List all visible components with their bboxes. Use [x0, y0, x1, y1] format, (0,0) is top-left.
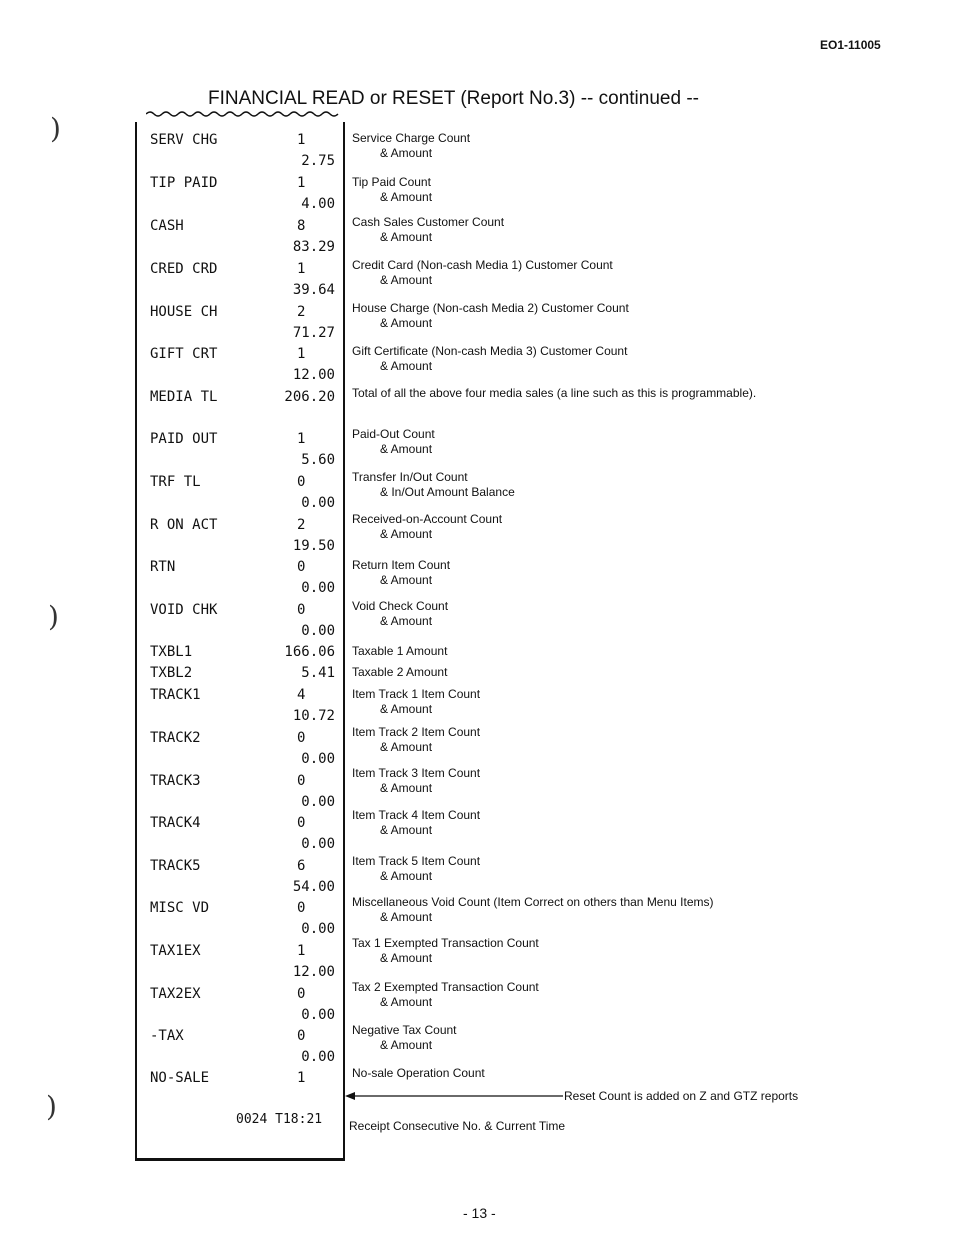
description-line: No-sale Operation Count [352, 1066, 485, 1080]
page-number: - 13 - [463, 1205, 496, 1221]
binder-hole-mark: ) [46, 1090, 57, 1123]
description-amount-line: & Amount [380, 614, 433, 628]
receipt-row-amount: 12.00 [292, 964, 335, 980]
receipt-row-amount: 0.00 [301, 580, 335, 596]
description-amount-line: & Amount [380, 702, 433, 716]
receipt-row-label: CASH [150, 218, 184, 234]
receipt-row-amount: 0.00 [301, 794, 335, 810]
description-line: Credit Card (Non-cash Media 1) Customer Count [352, 258, 613, 272]
receipt-strip [135, 122, 345, 1161]
receipt-row-amount: 206.20 [284, 389, 335, 405]
receipt-row-label: TRACK3 [150, 773, 201, 789]
receipt-row-label: HOUSE CH [150, 304, 218, 320]
receipt-row-count: 0 [297, 730, 306, 746]
row-description [352, 1023, 457, 1053]
description-amount-line: & Amount [380, 823, 433, 837]
page-title: FINANCIAL READ or RESET (Report No.3) -- continued -- [208, 88, 699, 109]
receipt-row-count: 0 [297, 602, 306, 618]
description-line: Miscellaneous Void Count (Item Correct on others than Menu Items) [352, 895, 714, 909]
receipt-row-count: 0 [297, 773, 306, 789]
receipt-row-count: 1 [297, 261, 306, 277]
receipt-row-amount: 5.41 [301, 665, 335, 681]
description-amount-line: & Amount [380, 146, 433, 160]
receipt-row-amount: 10.72 [292, 708, 335, 724]
receipt-row-label: TRF TL [150, 474, 201, 490]
receipt-row-count: 4 [297, 687, 306, 703]
receipt-row-count: 0 [297, 986, 306, 1002]
receipt-row-label: TXBL1 [150, 644, 193, 660]
receipt-row-count: 1 [297, 175, 306, 191]
description-amount-line: & Amount [380, 359, 433, 373]
description-line: House Charge (Non-cash Media 2) Customer Count [352, 301, 629, 315]
description-line: Taxable 2 Amount [352, 665, 448, 679]
description-amount-line: & Amount [380, 230, 433, 244]
description-line: Negative Tax Count [352, 1023, 457, 1037]
receipt-row-amount: 0.00 [301, 1007, 335, 1023]
receipt-row-count: 0 [297, 815, 306, 831]
description-line: Taxable 1 Amount [352, 644, 448, 658]
document-id: EO1-11005 [820, 38, 881, 52]
receipt-footer-note: Receipt Consecutive No. & Current Time [349, 1119, 566, 1133]
receipt-row-amount: 0.00 [301, 751, 335, 767]
receipt-row-amount: 4.00 [301, 196, 335, 212]
row-description [352, 644, 447, 659]
description-line: Item Track 1 Item Count [352, 687, 481, 701]
row-description [352, 427, 435, 457]
receipt-row-label: GIFT CRT [150, 346, 218, 362]
row-description [352, 854, 480, 884]
description-line: Return Item Count [352, 558, 451, 572]
description-amount-line: & Amount [380, 316, 433, 330]
description-line: Item Track 4 Item Count [352, 808, 481, 822]
receipt-row-count: 1 [297, 943, 306, 959]
row-description [352, 980, 539, 1010]
receipt-row-amount: 166.06 [284, 644, 335, 660]
receipt-row-label: SERV CHG [150, 132, 218, 148]
reset-note: Reset Count is added on Z and GTZ reports [564, 1089, 799, 1103]
description-amount-line: & Amount [380, 740, 433, 754]
description-line: Item Track 3 Item Count [352, 766, 481, 780]
description-amount-line: & Amount [380, 869, 433, 883]
receipt-row-amount: 71.27 [292, 325, 335, 341]
receipt-footer: 0024 T18:21 [236, 1112, 323, 1127]
description-amount-line: & Amount [380, 1038, 433, 1052]
receipt-row-amount: 2.75 [301, 153, 335, 169]
description-amount-line: & Amount [380, 951, 433, 965]
receipt-row-label: MISC VD [150, 900, 210, 916]
receipt-row-label: TAX2EX [150, 986, 201, 1002]
description-line: Paid-Out Count [352, 427, 435, 441]
description-line: Service Charge Count [352, 131, 471, 145]
receipt-row-amount: 12.00 [292, 367, 335, 383]
receipt-row-amount: 83.29 [292, 239, 335, 255]
binder-hole-mark: ) [48, 600, 59, 633]
receipt-row-label: TIP PAID [150, 175, 218, 191]
receipt-row-amount: 0.00 [301, 1049, 335, 1065]
receipt-row-amount: 0.00 [301, 836, 335, 852]
receipt-row-label: TRACK2 [150, 730, 201, 746]
description-line: Gift Certificate (Non-cash Media 3) Customer Count [352, 344, 628, 358]
receipt-row-amount: 19.50 [292, 538, 335, 554]
row-description [352, 936, 539, 966]
description-amount-line: & Amount [380, 442, 433, 456]
receipt-row-label: -TAX [150, 1028, 184, 1044]
description-amount-line: & Amount [380, 527, 433, 541]
receipt-row-label: TRACK5 [150, 858, 201, 874]
receipt-row-label: TRACK4 [150, 815, 201, 831]
reset-arrow [345, 1090, 565, 1102]
description-line: Tip Paid Count [352, 175, 431, 189]
receipt-row-amount: 0.00 [301, 623, 335, 639]
receipt-row-amount: 0.00 [301, 495, 335, 511]
receipt-row-amount: 39.64 [292, 282, 335, 298]
description-line: Item Track 5 Item Count [352, 854, 481, 868]
description-line: Cash Sales Customer Count [352, 215, 505, 229]
row-description [352, 386, 756, 401]
binder-hole-mark: ) [50, 112, 61, 145]
receipt-row-count: 0 [297, 559, 306, 575]
receipt-row-count: 0 [297, 1028, 306, 1044]
receipt-row-count: 1 [297, 1070, 306, 1086]
row-description [352, 665, 447, 680]
description-line: Tax 2 Exempted Transaction Count [352, 980, 539, 994]
row-description [352, 725, 480, 755]
receipt-row-count: 0 [297, 900, 306, 916]
description-amount-line: & Amount [380, 995, 433, 1009]
description-amount-line: & Amount [380, 781, 433, 795]
row-description [352, 687, 480, 717]
description-line: Received-on-Account Count [352, 512, 503, 526]
row-description [352, 1066, 485, 1081]
receipt-row-label: PAID OUT [150, 431, 218, 447]
receipt-row-label: VOID CHK [150, 602, 218, 618]
receipt-row-label: CRED CRD [150, 261, 218, 277]
receipt-row-label: TXBL2 [150, 665, 193, 681]
receipt-row-label: RTN [150, 559, 176, 575]
receipt-row-amount: 0.00 [301, 921, 335, 937]
description-amount-line: & In/Out Amount Balance [380, 485, 515, 499]
row-description [352, 512, 502, 542]
row-description [352, 599, 448, 629]
receipt-row-count: 2 [297, 304, 306, 320]
row-description [352, 808, 480, 838]
receipt-row-label: TRACK1 [150, 687, 201, 703]
row-description [352, 131, 470, 161]
title-wavy-underline [146, 110, 342, 118]
row-description [352, 766, 480, 796]
description-line: Transfer In/Out Count [352, 470, 468, 484]
receipt-row-count: 1 [297, 431, 306, 447]
row-description [352, 470, 515, 500]
description-amount-line: & Amount [380, 910, 433, 924]
row-description [352, 895, 714, 925]
description-amount-line: & Amount [380, 190, 433, 204]
receipt-row-amount: 54.00 [292, 879, 335, 895]
receipt-row-amount: 5.60 [301, 452, 335, 468]
receipt-row-label: MEDIA TL [150, 389, 218, 405]
description-line: Item Track 2 Item Count [352, 725, 481, 739]
receipt-row-count: 8 [297, 218, 306, 234]
row-description [352, 344, 627, 374]
row-description [352, 558, 450, 588]
description-amount-line: & Amount [380, 573, 433, 587]
receipt-row-count: 0 [297, 474, 306, 490]
receipt-row-label: NO-SALE [150, 1070, 210, 1086]
receipt-row-count: 6 [297, 858, 306, 874]
description-line: Tax 1 Exempted Transaction Count [352, 936, 539, 950]
row-description [352, 215, 504, 245]
receipt-row-label: R ON ACT [150, 517, 218, 533]
description-line: Void Check Count [352, 599, 449, 613]
receipt-row-count: 1 [297, 132, 306, 148]
receipt-row-count: 1 [297, 346, 306, 362]
receipt-row-count: 2 [297, 517, 306, 533]
row-description [352, 258, 613, 288]
row-description [352, 175, 432, 205]
description-amount-line: & Amount [380, 273, 433, 287]
description-line: Total of all the above four media sales (a line such as this is programmable). [352, 386, 757, 400]
row-description [352, 301, 629, 331]
receipt-row-label: TAX1EX [150, 943, 201, 959]
